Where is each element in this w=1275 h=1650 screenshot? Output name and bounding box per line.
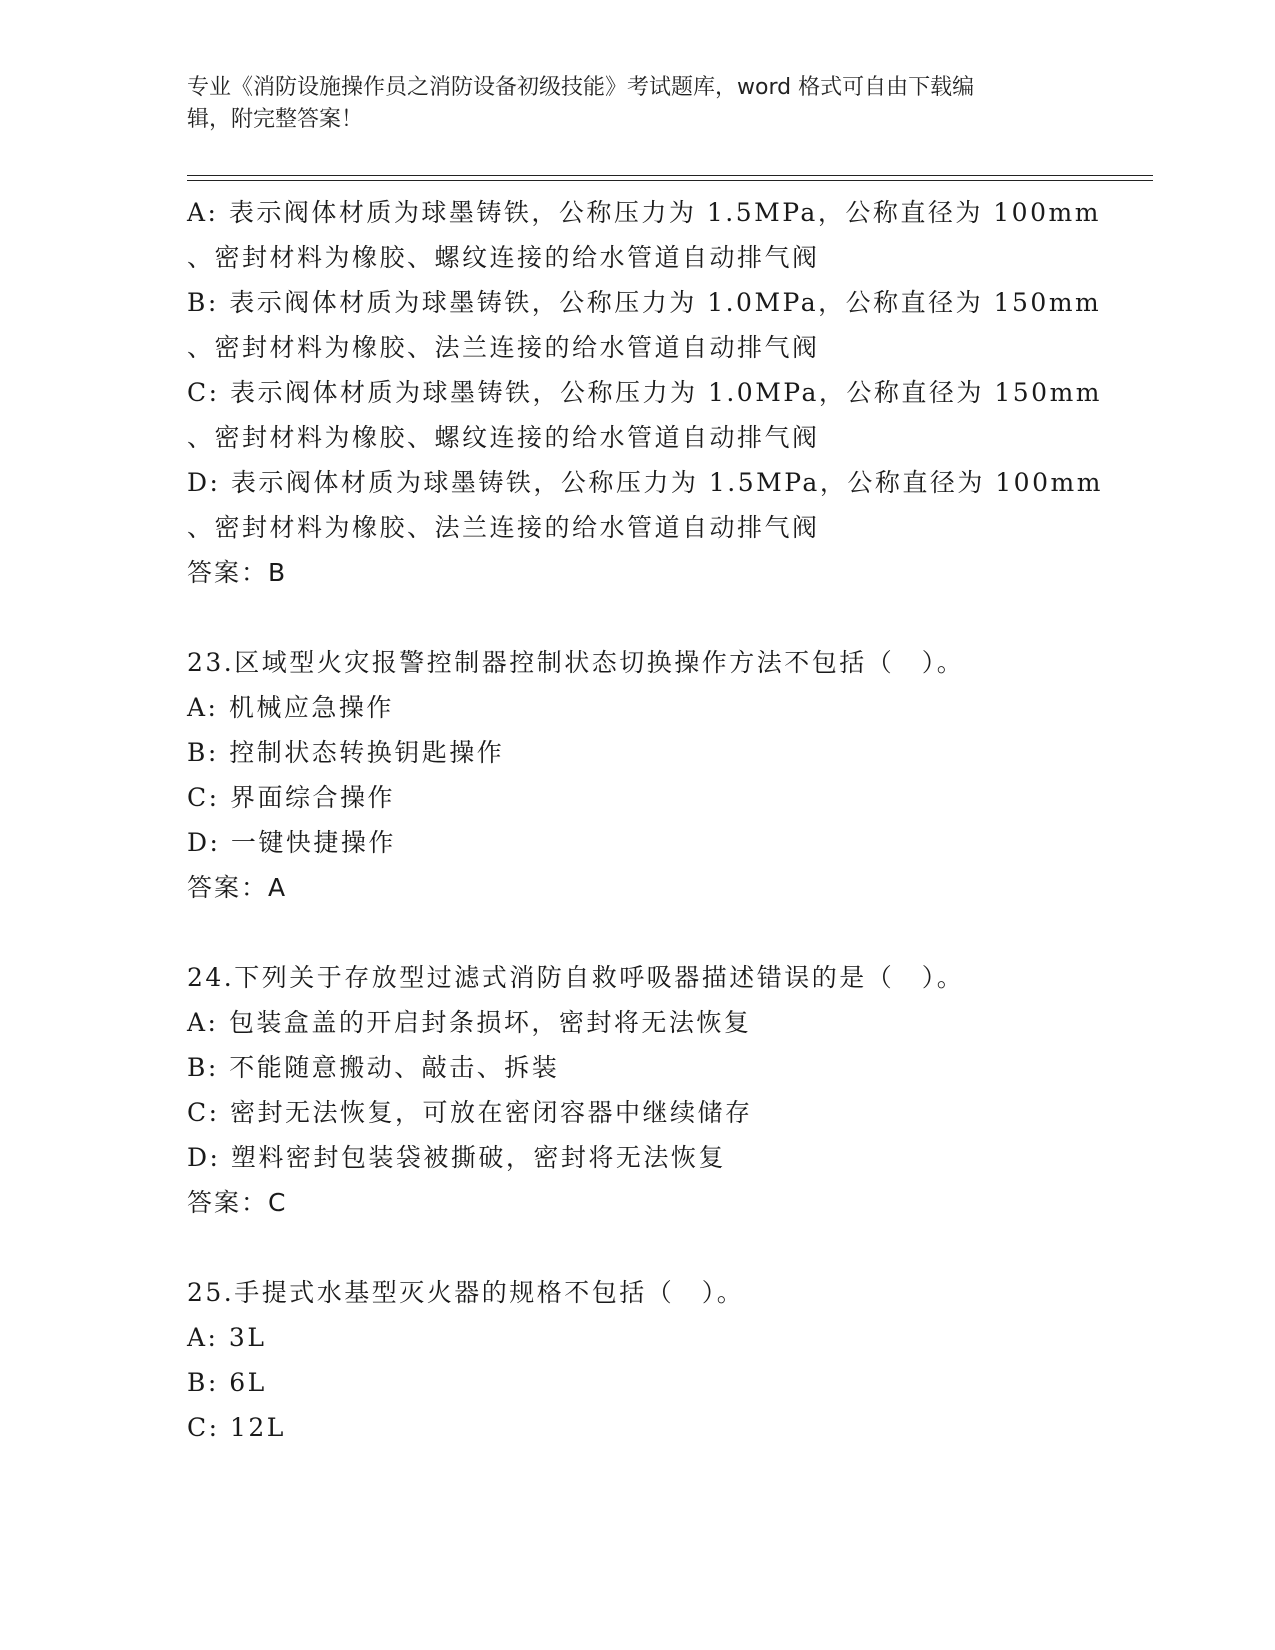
option-a-line-2: 、密封材料为橡胶、螺纹连接的给水管道自动排气阀	[187, 243, 820, 272]
answer-22: 答案：B	[187, 558, 288, 587]
header-divider-bottom	[187, 180, 1153, 181]
question-23-text: 23.区域型火灾报警控制器控制状态切换操作方法不包括（ ）。	[187, 648, 965, 677]
spacer	[187, 910, 1087, 955]
option-a: A: 3L	[187, 1323, 267, 1352]
question-24-block	[187, 955, 1087, 1225]
option-c: C: 12L	[187, 1413, 286, 1442]
header-divider-top	[187, 175, 1153, 176]
spacer	[187, 1225, 1087, 1270]
option-d: D: 塑料密封包装袋被撕破，密封将无法恢复	[187, 1143, 726, 1172]
question-24-text: 24.下列关于存放型过滤式消防自救呼吸器描述错误的是（ ）。	[187, 963, 965, 992]
answer-24: 答案：C	[187, 1188, 288, 1217]
option-c: C: 界面综合操作	[187, 783, 395, 812]
option-d: D: 一键快捷操作	[187, 828, 396, 857]
option-b: B: 控制状态转换钥匙操作	[187, 738, 505, 767]
option-d-line-1: D: 表示阀体材质为球墨铸铁，公称压力为 1.5MPa，公称直径为 100mm	[187, 468, 1103, 497]
option-b: B: 6L	[187, 1368, 267, 1397]
option-a: A: 包装盒盖的开启封条损坏，密封将无法恢复	[187, 1008, 752, 1037]
spacer	[187, 595, 1087, 640]
document-body	[187, 190, 1103, 1450]
option-b: B: 不能随意搬动、敲击、拆装	[187, 1053, 560, 1082]
option-c-line-2: 、密封材料为橡胶、螺纹连接的给水管道自动排气阀	[187, 423, 820, 452]
question-22-block	[187, 190, 1103, 595]
option-c: C: 密封无法恢复，可放在密闭容器中继续储存	[187, 1098, 753, 1127]
option-c-line-1: C: 表示阀体材质为球墨铸铁，公称压力为 1.0MPa，公称直径为 150mm	[187, 378, 1102, 407]
question-25-text: 25.手提式水基型灭火器的规格不包括（ ）。	[187, 1278, 745, 1307]
option-b-line-1: B: 表示阀体材质为球墨铸铁，公称压力为 1.0MPa，公称直径为 150mm	[187, 288, 1102, 317]
answer-23: 答案：A	[187, 873, 288, 902]
option-a-line-1: A: 表示阀体材质为球墨铸铁，公称压力为 1.5MPa，公称直径为 100mm	[187, 198, 1101, 227]
document-header	[187, 72, 1067, 136]
option-d-line-2: 、密封材料为橡胶、法兰连接的给水管道自动排气阀	[187, 513, 820, 542]
option-a: A: 机械应急操作	[187, 693, 394, 722]
question-25-block	[187, 1270, 1087, 1450]
question-23-block	[187, 640, 1087, 910]
header-line-2: 辑，附完整答案！	[187, 107, 364, 132]
header-line-1: 专业《消防设施操作员之消防设备初级技能》考试题库，word 格式可自由下载编	[187, 75, 975, 100]
option-b-line-2: 、密封材料为橡胶、法兰连接的给水管道自动排气阀	[187, 333, 820, 362]
